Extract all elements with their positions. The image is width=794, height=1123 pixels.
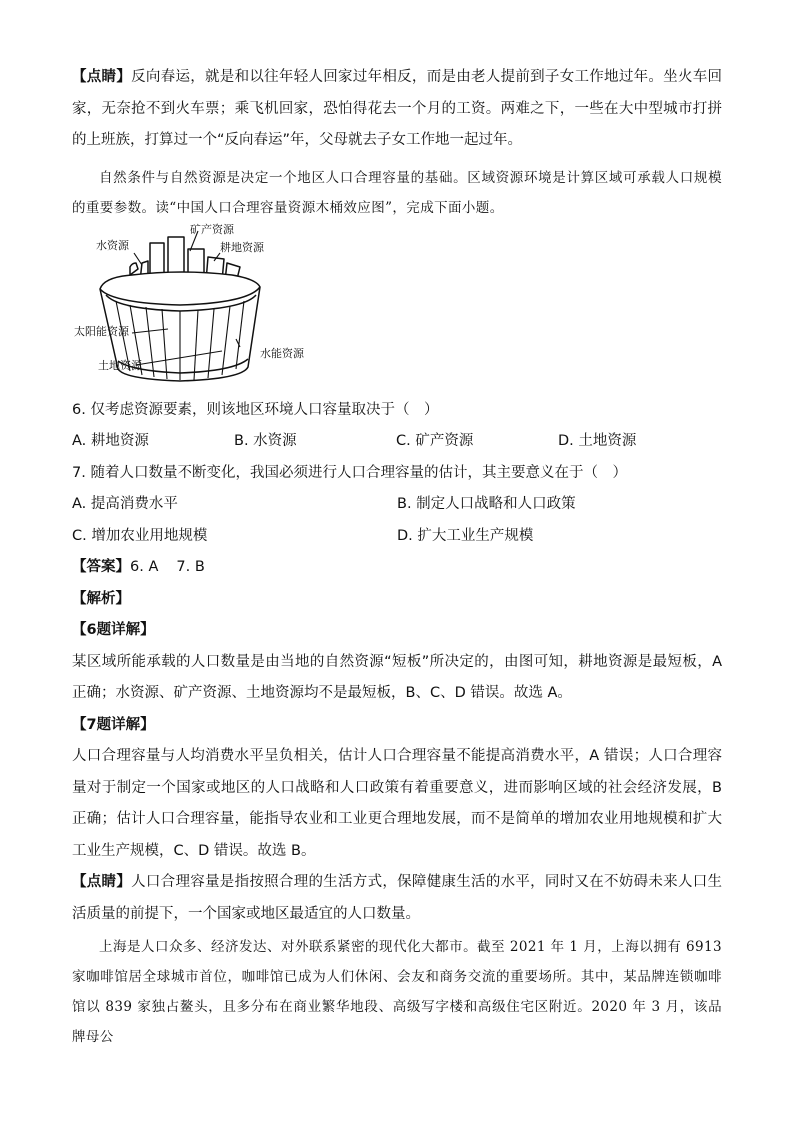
- question-7-stem: 7. 随着人口数量不断变化，我国必须进行人口合理容量的估计，其主要意义在于（ ）: [72, 464, 627, 481]
- answer-6: 6. A: [130, 559, 159, 575]
- detail-7-text: 人口合理容量与人均消费水平呈负相关，估计人口合理容量不能提高消费水平，A 错误；人口合理容量对于制定一个国家或地区的人口战略和人口政策有着重要意义，进而影响区域的社会经济发展，B 正确；估计人口合理容量，能指导农业和工业更合理地发展，而不是简单的增加农业用地规模和扩大工业生产规模，C、D 错误。故选 B。: [72, 748, 722, 859]
- detail-6-text: 某区域所能承载的人口数量是由当地的自然资源“短板”所决定的，由图可知，耕地资源是最短板，A 正确；水资源、矿产资源、土地资源均不是最短板，B、C、D 错误。故选 A。: [72, 653, 722, 701]
- analysis-tag: 【解析】: [72, 590, 130, 607]
- q6-option-d: D. 土地资源: [558, 433, 637, 449]
- q6-option-a: A. 耕地资源: [72, 433, 149, 449]
- barrel-effect-figure: [72, 222, 312, 389]
- answer-7: 7. B: [176, 559, 205, 575]
- question-6-options: [72, 426, 722, 458]
- material-paragraph-1: 自然条件与自然资源是决定一个地区人口合理容量的基础。区域资源环境是计算区域可承载人口规模的重要参数。读“中国人口合理容量资源木桶效应图”，完成下面小题。: [72, 169, 722, 216]
- tip-paragraph-2: [72, 867, 722, 930]
- label-farmland-resources: 耕地资源: [220, 240, 264, 254]
- label-water-resources: 水资源: [96, 238, 129, 252]
- label-hydro-resources: 水能资源: [260, 346, 304, 360]
- q7-option-c: C. 增加农业用地规模: [72, 527, 208, 544]
- question-6-stem: 6. 仅考虑资源要素，则该地区环境人口容量取决于（ ）: [72, 401, 439, 418]
- label-mineral-resources: 矿产资源: [190, 222, 234, 236]
- q7-option-d: D. 扩大工业生产规模: [397, 527, 534, 544]
- q7-option-b: B. 制定人口战略和人口政策: [397, 496, 576, 512]
- tip-paragraph-1: [72, 62, 722, 157]
- tip-2-tag: 【点睛】: [72, 874, 132, 890]
- q6-option-b: B. 水资源: [234, 433, 297, 449]
- q7-option-a: A. 提高消费水平: [72, 496, 178, 512]
- answer-tag: 【答案】: [72, 559, 130, 575]
- question-7-options-row-1: [72, 489, 722, 521]
- tip-2-text: 人口合理容量是指按照合理的生活方式，保障健康生活的水平，同时又在不妨碍未来人口生活质量的前提下，一个国家或地区最适宜的人口数量。: [72, 874, 723, 922]
- document-page: [72, 62, 722, 1052]
- q6-option-c: C. 矿产资源: [396, 433, 474, 449]
- label-land-resources: 土地资源: [98, 358, 142, 372]
- tip-tag: 【点睛】: [72, 69, 132, 85]
- material-paragraph-2: 上海是人口众多、经济发达、对外联系紧密的现代化大都市。截至 2021 年 1 月，上海以拥有 6913 家咖啡馆居全球城市首位，咖啡馆已成为人们休闲、会友和商务交流的重要场所。其中，某品牌连锁咖啡馆以 839 家独占鳌头，且多分布在商业繁华地段、高级写字楼和高级住宅区附近。2020 年 3 月，该品牌母公: [72, 939, 722, 1045]
- tip-text: 反向春运，就是和以往年轻人回家过年相反，而是由老人提前到子女工作地过年。坐火车回家，无奈抢不到火车票；乘飞机回家，恐怕得花去一个月的工资。两难之下，一些在大中型城市打拼的上班族，打算过一个“反向春运”年，父母就去子女工作地一起过年。: [72, 69, 723, 148]
- label-solar-resources: 太阳能资源: [74, 324, 129, 338]
- answer-line: [72, 552, 722, 584]
- detail-6-tag: 【6题详解】: [72, 622, 155, 638]
- detail-7-tag: 【7题详解】: [72, 716, 155, 733]
- question-7-options-row-2: [72, 521, 722, 553]
